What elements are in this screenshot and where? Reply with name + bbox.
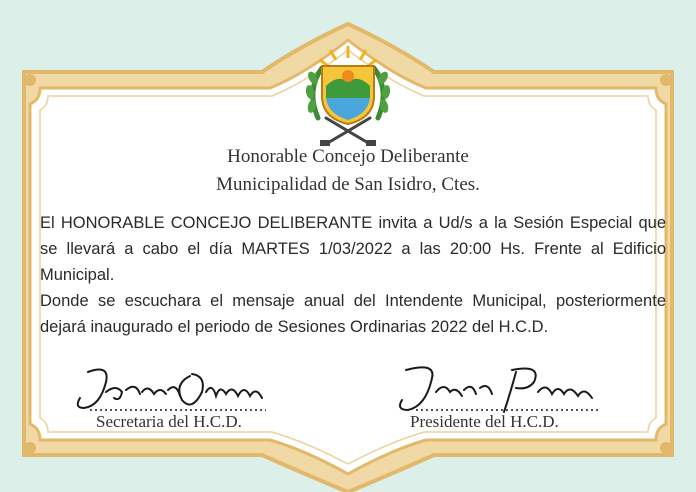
invitation-paragraph-2: Donde se escuchara el mensaje anual del Intendente Municipal, posteriormente dejará inaugurado el periodo de Sesiones Ordinarias 2022 del H.C.D.: [40, 292, 666, 336]
corner-ornament: [24, 442, 36, 454]
municipality-subtitle: Municipalidad de San Isidro, Ctes.: [216, 174, 480, 195]
corner-ornament: [660, 74, 672, 86]
signer-role-secretaria: Secretaria del H.C.D.: [96, 412, 242, 431]
signature-presidente: [392, 360, 612, 418]
corner-ornament: [24, 74, 36, 86]
invitation-paragraph-1: El HONORABLE CONCEJO DELIBERANTE invita a Ud/s a la Sesión Especial que se llevará a cabo el día MARTES 1/03/2022 a las 20:00 Hs. Frente al Edificio Municipal.: [40, 214, 666, 284]
corner-ornament: [660, 442, 672, 454]
invitation-body: [40, 210, 666, 340]
signer-role-presidente: Presidente del H.C.D.: [410, 412, 559, 431]
institution-title: Honorable Concejo Deliberante: [227, 146, 469, 167]
signature-secretaria: [70, 362, 280, 418]
